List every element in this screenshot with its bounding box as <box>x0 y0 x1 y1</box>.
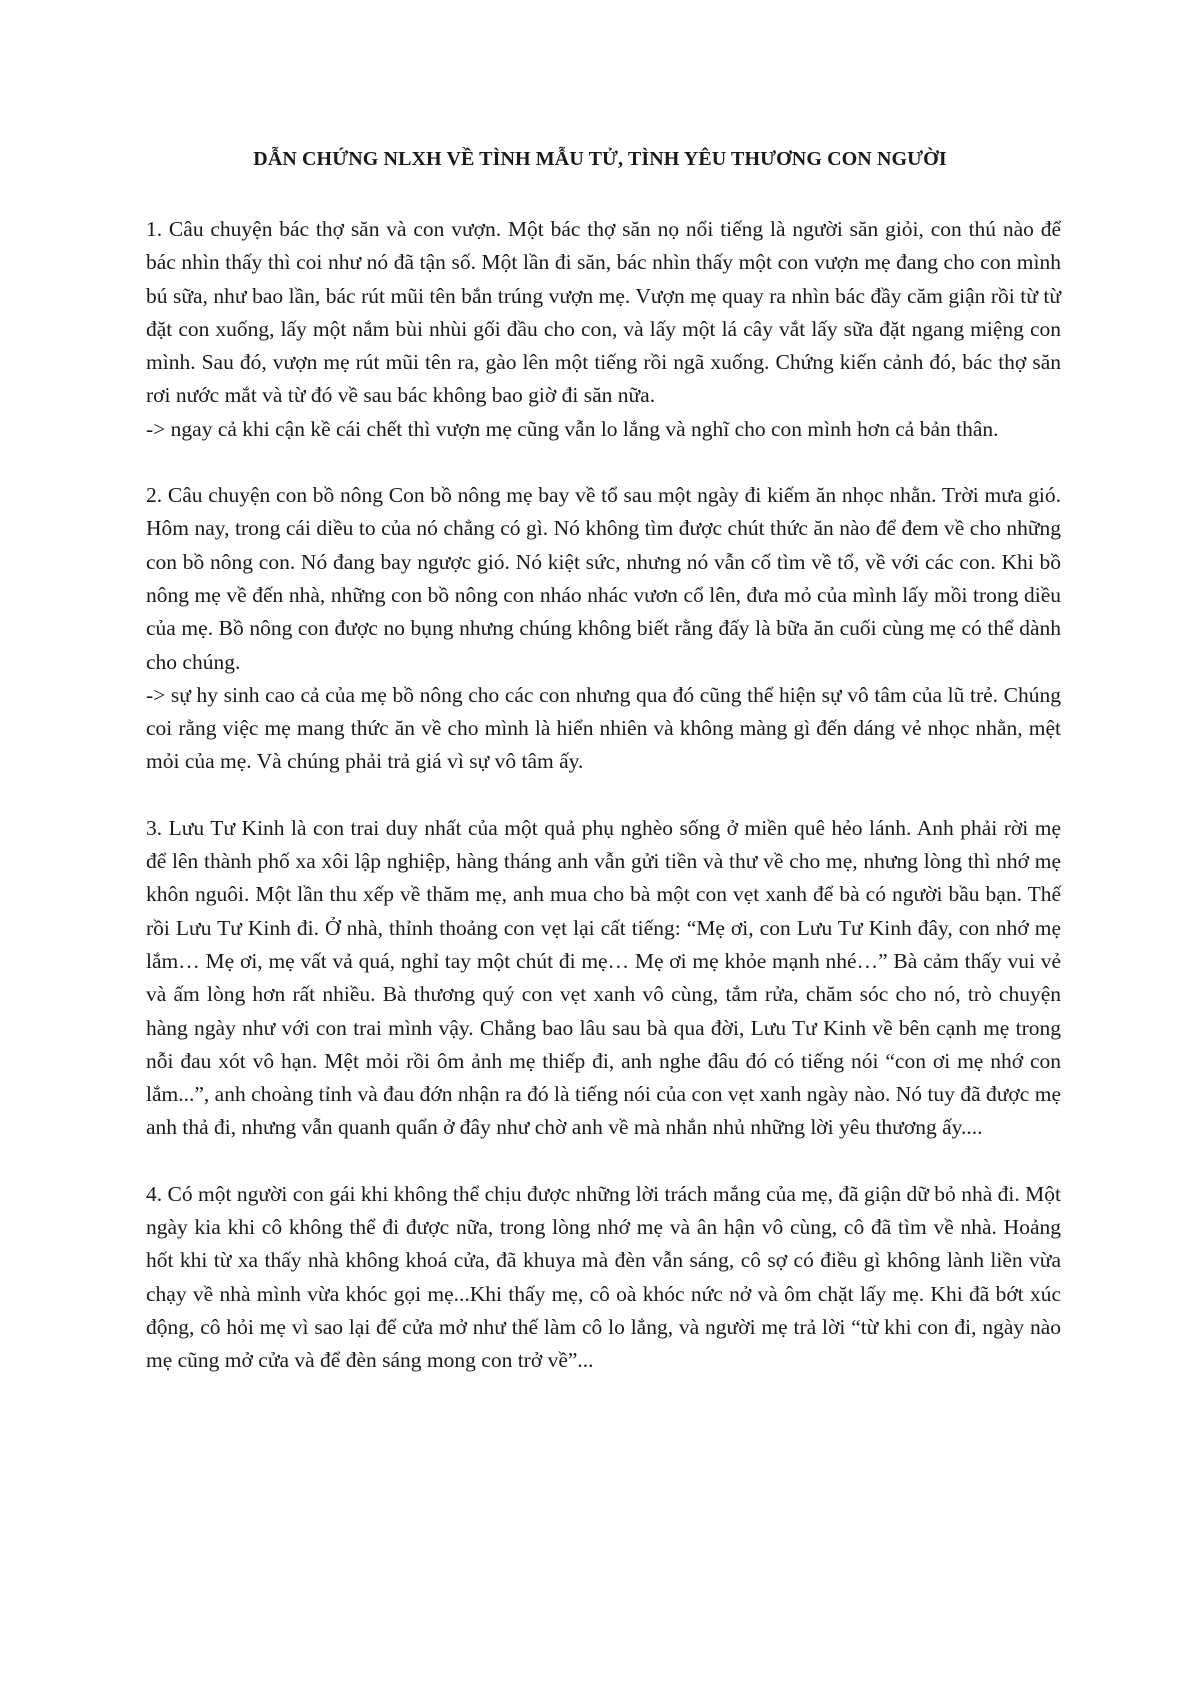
section-4 <box>146 1178 1061 1378</box>
story-paragraph: 3. Lưu Tư Kinh là con trai duy nhất của một quả phụ nghèo sống ở miền quê hẻo lánh. Anh phải rời mẹ để lên thành phố xa xôi lập nghiệp, hàng tháng anh vẫn gửi tiền và thư về cho mẹ, nhưng lòng thì nhớ mẹ khôn nguôi. Một lần thu xếp về thăm mẹ, anh mua cho bà một con vẹt xanh để bà có người bầu bạn. Thế rồi Lưu Tư Kinh đi. Ở nhà, thỉnh thoảng con vẹt lại cất tiếng: “Mẹ ơi, con Lưu Tư Kinh đây, con nhớ mẹ lắm… Mẹ ơi, mẹ vất vả quá, nghỉ tay một chút đi mẹ… Mẹ ơi mẹ khỏe mạnh nhé…” Bà cảm thấy vui vẻ và ấm lòng hơn rất nhiều. Bà thương quý con vẹt xanh vô cùng, tắm rửa, chăm sóc cho nó, trò chuyện hàng ngày như với con trai mình vậy. Chẳng bao lâu sau bà qua đời, Lưu Tư Kinh về bên cạnh mẹ trong nỗi đau xót vô hạn. Mệt mỏi rồi ôm ảnh mẹ thiếp đi, anh nghe đâu đó có tiếng nói “con ơi mẹ nhớ con lắm...”, anh choàng tỉnh và đau đớn nhận ra đó là tiếng nói của con vẹt xanh ngày nào. Nó tuy đã được mẹ anh thả đi, nhưng vẫn quanh quẩn ở đây như chờ anh về mà nhắn nhủ những lời yêu thương ấy.... <box>146 815 1061 1140</box>
section-3 <box>146 812 1061 1145</box>
story-paragraph: 2. Câu chuyện con bồ nông Con bồ nông mẹ bay về tổ sau một ngày đi kiếm ăn nhọc nhằn. Trời mưa gió. Hôm nay, trong cái diều to của nó chẳng có gì. Nó không tìm được chút thức ăn nào để đem về cho những con bồ nông con. Nó đang bay ngược gió. Nó kiệt sức, nhưng nó vẫn cố tìm về tổ, về với các con. Khi bồ nông mẹ về đến nhà, những con bồ nông con nháo nhác vươn cổ lên, đưa mỏ của mình lấy mồi trong diều của mẹ. Bồ nông con được no bụng nhưng chúng không biết rằng đấy là bữa ăn cuối cùng mẹ có thể dành cho chúng. <box>146 483 1061 674</box>
document-title: DẪN CHỨNG NLXH VỀ TÌNH MẪU TỬ, TÌNH YÊU THƯƠNG CON NGƯỜI <box>253 148 947 170</box>
section-2 <box>146 479 1061 779</box>
conclusion-paragraph: -> sự hy sinh cao cả của mẹ bồ nông cho các con nhưng qua đó cũng thể hiện sự vô tâm của lũ trẻ. Chúng coi rằng việc mẹ mang thức ăn về cho mình là hiển nhiên và không màng gì đến dáng vẻ nhọc nhằn, mệt mỏi của mẹ. Và chúng phải trả giá vì sự vô tâm ấy. <box>146 682 1061 774</box>
story-paragraph: 1. Câu chuyện bác thợ săn và con vượn. Một bác thợ săn nọ nổi tiếng là người săn giỏi, con thú nào để bác nhìn thấy thì coi như nó đã tận số. Một lần đi săn, bác nhìn thấy một con vượn mẹ đang cho con mình bú sữa, như bao lần, bác rút mũi tên bắn trúng vượn mẹ. Vượn mẹ quay ra nhìn bác đầy căm giận rồi từ từ đặt con xuống, lấy một nắm bùi nhùi gối đầu cho con, và lấy một lá cây vắt lấy sữa đặt ngang miệng con mình. Sau đó, vượn mẹ rút mũi tên ra, gào lên một tiếng rồi ngã xuống. Chứng kiến cảnh đó, bác thợ săn rơi nước mắt và từ đó về sau bác không bao giờ đi săn nữa. <box>146 217 1061 408</box>
conclusion-paragraph: -> ngay cả khi cận kề cái chết thì vượn mẹ cũng vẫn lo lắng và nghĩ cho con mình hơn cả bản thân. <box>146 416 999 441</box>
story-paragraph: 4. Có một người con gái khi không thể chịu được những lời trách mắng của mẹ, đã giận dữ bỏ nhà đi. Một ngày kia khi cô không thể đi được nữa, trong lòng nhớ mẹ và ân hận vô cùng, cô đã tìm về nhà. Hoảng hốt khi từ xa thấy nhà không khoá cửa, đã khuya mà đèn vẫn sáng, cô sợ có điều gì không lành liền vừa chạy về nhà mình vừa khóc gọi mẹ...Khi thấy mẹ, cô oà khóc nức nở và ôm chặt lấy mẹ. Khi đã bớt xúc động, cô hỏi mẹ vì sao lại để cửa mở như thế làm cô lo lắng, và người mẹ trả lời “từ khi con đi, ngày nào mẹ cũng mở cửa và để đèn sáng mong con trở về”... <box>146 1181 1061 1373</box>
section-1 <box>146 213 1061 446</box>
document-body <box>146 213 1061 1411</box>
